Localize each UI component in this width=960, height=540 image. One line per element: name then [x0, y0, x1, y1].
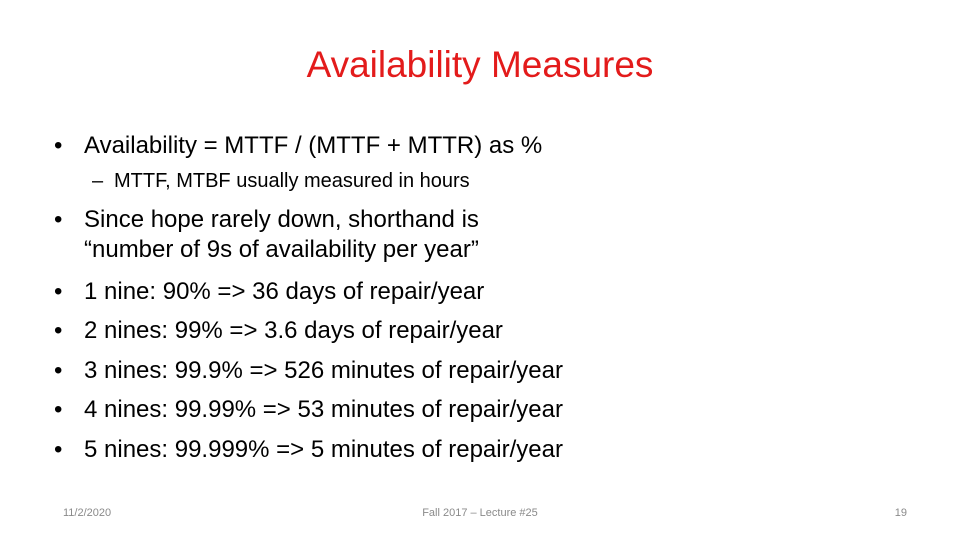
footer-lecture: Fall 2017 – Lecture #25 [422, 507, 538, 519]
bullet-text: 3 nines: 99.9% => 526 minutes of repair/year [84, 357, 563, 384]
bullet-icon: • [54, 357, 63, 384]
bullet-icon: • [54, 132, 63, 159]
bullet-text [84, 205, 479, 265]
bullet-icon: • [54, 396, 63, 423]
bullet-icon: • [54, 278, 63, 305]
footer-page-number: 19 [894, 507, 907, 519]
bullet-text-line-2: “number of 9s of availability per year” [84, 236, 479, 263]
footer-date: 11/2/2020 [63, 507, 112, 519]
sub-bullet-item-mttf-mtbf [92, 168, 470, 194]
bullet-text: 2 nines: 99% => 3.6 days of repair/year [84, 317, 503, 344]
bullet-text: 4 nines: 99.99% => 53 minutes of repair/year [84, 396, 563, 423]
slide-title: Availability Measures [306, 44, 654, 85]
dash-icon: – [92, 170, 104, 192]
bullet-text: Availability = MTTF / (MTTF + MTTR) as % [84, 132, 543, 159]
bullet-text: 1 nine: 90% => 36 days of repair/year [84, 278, 485, 305]
bullet-icon: • [54, 317, 63, 344]
bullet-text-line-1: Since hope rarely down, shorthand is [84, 206, 479, 233]
sub-bullet-text: MTTF, MTBF usually measured in hours [114, 170, 470, 192]
bullet-icon: • [54, 206, 63, 233]
bullet-text: 5 nines: 99.999% => 5 minutes of repair/year [84, 436, 563, 463]
bullet-icon: • [54, 436, 63, 463]
